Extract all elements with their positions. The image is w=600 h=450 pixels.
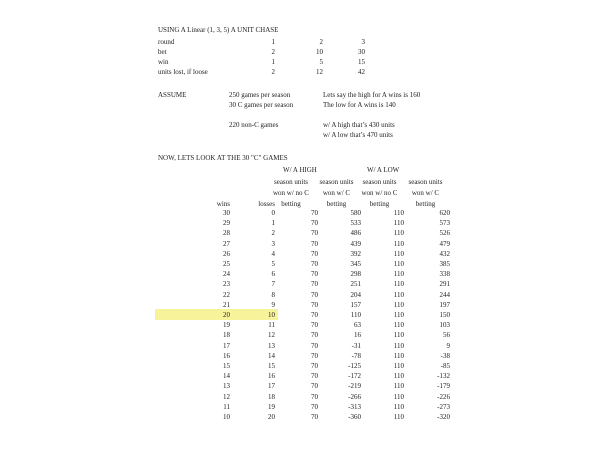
table-cell: 479 bbox=[439, 240, 450, 248]
table-cell: 110 bbox=[393, 393, 404, 401]
table-cell: 70 bbox=[311, 342, 318, 350]
table-cell: 10 bbox=[268, 311, 275, 319]
table-cell: 110 bbox=[393, 229, 404, 237]
table-cell: 620 bbox=[439, 209, 450, 217]
assume-line-left: 220 non-C games bbox=[229, 121, 279, 129]
table-cell: 70 bbox=[311, 250, 318, 258]
table-cell: 432 bbox=[439, 250, 450, 258]
chase-cell: 1 bbox=[271, 38, 275, 46]
table-cell: 0 bbox=[271, 209, 275, 217]
table-cell: 9 bbox=[446, 342, 450, 350]
table-cell: 580 bbox=[350, 209, 361, 217]
table-cell: 24 bbox=[223, 270, 230, 278]
table-cell: 14 bbox=[223, 372, 230, 380]
table-cell: 2 bbox=[271, 229, 275, 237]
table-cell: 8 bbox=[271, 291, 275, 299]
table-cell: 18 bbox=[223, 331, 230, 339]
table-cell: 3 bbox=[271, 240, 275, 248]
table-cell: 110 bbox=[393, 352, 404, 360]
assume-label: ASSUME bbox=[158, 91, 187, 99]
table-cell: 110 bbox=[393, 372, 404, 380]
table-cell: 13 bbox=[223, 382, 230, 390]
table-cell: 150 bbox=[439, 311, 450, 319]
table-cell: 110 bbox=[393, 209, 404, 217]
table-cell: -273 bbox=[437, 403, 450, 411]
table-cell: -38 bbox=[440, 352, 450, 360]
column-header-text: won w/ C bbox=[411, 189, 440, 197]
table-cell: 103 bbox=[439, 321, 450, 329]
table-cell: 110 bbox=[393, 240, 404, 248]
column-header-text: won w/ C bbox=[322, 189, 351, 197]
table-cell: 197 bbox=[439, 301, 450, 309]
table-cell: 244 bbox=[439, 291, 450, 299]
table-cell: 56 bbox=[443, 331, 450, 339]
table-cell: 110 bbox=[393, 311, 404, 319]
table-cell: 15 bbox=[223, 362, 230, 370]
table-cell: 17 bbox=[268, 382, 275, 390]
table-cell: -31 bbox=[351, 342, 361, 350]
table-cell: 533 bbox=[350, 219, 361, 227]
table-cell: 12 bbox=[223, 393, 230, 401]
assume-line-left: 30 C games per season bbox=[229, 101, 294, 109]
table-cell: 70 bbox=[311, 331, 318, 339]
table-cell: 21 bbox=[223, 301, 230, 309]
table-cell: 110 bbox=[393, 250, 404, 258]
table-cell: 19 bbox=[223, 321, 230, 329]
chase-cell: 5 bbox=[319, 58, 323, 66]
assume-line-left: 250 games per season bbox=[229, 91, 291, 99]
table-cell: 526 bbox=[439, 229, 450, 237]
column-header-text: season units bbox=[362, 178, 397, 186]
group-header-high: W/ A HIGH bbox=[283, 166, 317, 174]
table-cell: 16 bbox=[268, 372, 275, 380]
table-cell: 5 bbox=[271, 260, 275, 268]
table-cell: 110 bbox=[393, 270, 404, 278]
table-cell: 70 bbox=[311, 301, 318, 309]
assume-line-right: The low for A wins is 140 bbox=[323, 101, 396, 109]
table-cell: 110 bbox=[393, 301, 404, 309]
chase-row-label: units lost, if loose bbox=[158, 68, 208, 76]
table-cell: 7 bbox=[271, 280, 275, 288]
table-cell: 110 bbox=[393, 382, 404, 390]
table-cell: 110 bbox=[393, 331, 404, 339]
table-cell: 70 bbox=[311, 352, 318, 360]
table-cell: 439 bbox=[350, 240, 361, 248]
table-cell: 18 bbox=[268, 393, 275, 401]
table-cell: -313 bbox=[348, 403, 361, 411]
column-header-text: betting bbox=[415, 200, 436, 208]
table-cell: -266 bbox=[348, 393, 361, 401]
chase-cell: 2 bbox=[271, 48, 275, 56]
table-cell: -226 bbox=[437, 393, 450, 401]
table-cell: 25 bbox=[223, 260, 230, 268]
table-cell: 1 bbox=[271, 219, 275, 227]
table-cell: 70 bbox=[311, 219, 318, 227]
chase-row-label: bet bbox=[158, 48, 167, 56]
chase-row-label: win bbox=[158, 58, 169, 66]
table-cell: 30 bbox=[223, 209, 230, 217]
table-cell: 22 bbox=[223, 291, 230, 299]
table-cell: 110 bbox=[393, 403, 404, 411]
chase-cell: 1 bbox=[271, 58, 275, 66]
chase-cell: 2 bbox=[319, 38, 323, 46]
table-cell: 291 bbox=[439, 280, 450, 288]
table-cell: 110 bbox=[393, 219, 404, 227]
table-cell: 345 bbox=[350, 260, 361, 268]
table-cell: 486 bbox=[350, 229, 361, 237]
table-cell: 14 bbox=[268, 352, 275, 360]
table-cell: 392 bbox=[350, 250, 361, 258]
table-cell: 17 bbox=[223, 342, 230, 350]
column-header-text: season units bbox=[273, 178, 309, 186]
table-cell: 13 bbox=[268, 342, 275, 350]
table-cell: -132 bbox=[437, 372, 450, 380]
table-cell: 157 bbox=[350, 301, 361, 309]
table-cell: -179 bbox=[437, 382, 450, 390]
table-cell: 298 bbox=[350, 270, 361, 278]
table-cell: 16 bbox=[223, 352, 230, 360]
column-header-text: won w/ no C bbox=[361, 189, 398, 197]
table-cell: 11 bbox=[268, 321, 275, 329]
table-cell: 23 bbox=[223, 280, 230, 288]
table-cell: -219 bbox=[348, 382, 361, 390]
table-cell: 110 bbox=[393, 362, 404, 370]
table-cell: 338 bbox=[439, 270, 450, 278]
column-header-text: losses bbox=[258, 200, 275, 208]
column-header-text: wins bbox=[216, 200, 230, 208]
table-cell: 27 bbox=[223, 240, 230, 248]
group-header-low: W/ A LOW bbox=[367, 166, 400, 174]
table-cell: 70 bbox=[311, 311, 318, 319]
table-cell: 70 bbox=[311, 372, 318, 380]
table-cell: 28 bbox=[223, 229, 230, 237]
table-cell: 110 bbox=[393, 260, 404, 268]
table-cell: 110 bbox=[393, 413, 404, 421]
column-header-text: betting bbox=[326, 200, 347, 208]
table-cell: 70 bbox=[311, 403, 318, 411]
chase-cell: 15 bbox=[358, 58, 365, 66]
table-cell: 70 bbox=[311, 260, 318, 268]
column-header-text: betting bbox=[369, 200, 390, 208]
table-cell: 63 bbox=[354, 321, 361, 329]
table-cell: 110 bbox=[393, 291, 404, 299]
table-cell: 70 bbox=[311, 240, 318, 248]
table-cell: 12 bbox=[268, 331, 275, 339]
column-header-text: season units bbox=[319, 178, 354, 186]
table-cell: -360 bbox=[348, 413, 361, 421]
table-cell: -85 bbox=[440, 362, 450, 370]
table-cell: 70 bbox=[311, 382, 318, 390]
table-cell: 204 bbox=[350, 291, 361, 299]
assume-line-right: Lets say the high for A wins is 160 bbox=[323, 91, 421, 99]
table-cell: 70 bbox=[311, 229, 318, 237]
assume-line-right: w/ A low that’s 470 units bbox=[323, 131, 393, 139]
table-cell: 19 bbox=[268, 403, 275, 411]
table-cell: 10 bbox=[223, 413, 230, 421]
chase-cell: 42 bbox=[358, 68, 365, 76]
table-cell: -78 bbox=[351, 352, 361, 360]
column-header-text: season units bbox=[408, 178, 443, 186]
table-cell: -320 bbox=[437, 413, 450, 421]
table-cell: 26 bbox=[223, 250, 230, 258]
table-cell: 70 bbox=[311, 280, 318, 288]
table-cell: 16 bbox=[354, 331, 361, 339]
chase-cell: 12 bbox=[316, 68, 323, 76]
section-title: NOW, LETS LOOK AT THE 30 "C" GAMES bbox=[158, 154, 288, 162]
chase-cell: 2 bbox=[271, 68, 275, 76]
table-cell: 20 bbox=[223, 311, 230, 319]
table-cell: -125 bbox=[348, 362, 361, 370]
table-cell: 110 bbox=[393, 280, 404, 288]
chase-cell: 10 bbox=[316, 48, 323, 56]
table-cell: 20 bbox=[268, 413, 275, 421]
table-cell: 385 bbox=[439, 260, 450, 268]
table-cell: -172 bbox=[348, 372, 361, 380]
table-cell: 70 bbox=[311, 321, 318, 329]
column-header-text: betting bbox=[281, 200, 301, 208]
table-cell: 70 bbox=[311, 209, 318, 217]
table-cell: 15 bbox=[268, 362, 275, 370]
table-cell: 70 bbox=[311, 270, 318, 278]
table-cell: 29 bbox=[223, 219, 230, 227]
table-cell: 11 bbox=[223, 403, 230, 411]
table-cell: 70 bbox=[311, 362, 318, 370]
table-cell: 251 bbox=[350, 280, 361, 288]
table-cell: 6 bbox=[271, 270, 275, 278]
table-cell: 110 bbox=[393, 342, 404, 350]
chase-cell: 3 bbox=[361, 38, 365, 46]
table-cell: 9 bbox=[271, 301, 275, 309]
assume-line-right: w/ A high that’s 430 units bbox=[323, 121, 395, 129]
table-cell: 110 bbox=[350, 311, 361, 319]
chase-row-label: round bbox=[158, 38, 175, 46]
column-header-text: won w/ no C bbox=[273, 189, 309, 197]
table-cell: 4 bbox=[271, 250, 275, 258]
table-cell: 110 bbox=[393, 321, 404, 329]
table-cell: 70 bbox=[311, 291, 318, 299]
chase-title: USING A Linear (1, 3, 5) A UNIT CHASE bbox=[158, 26, 279, 34]
table-cell: 573 bbox=[439, 219, 450, 227]
chase-cell: 30 bbox=[358, 48, 365, 56]
table-cell: 70 bbox=[311, 413, 318, 421]
table-cell: 70 bbox=[311, 393, 318, 401]
